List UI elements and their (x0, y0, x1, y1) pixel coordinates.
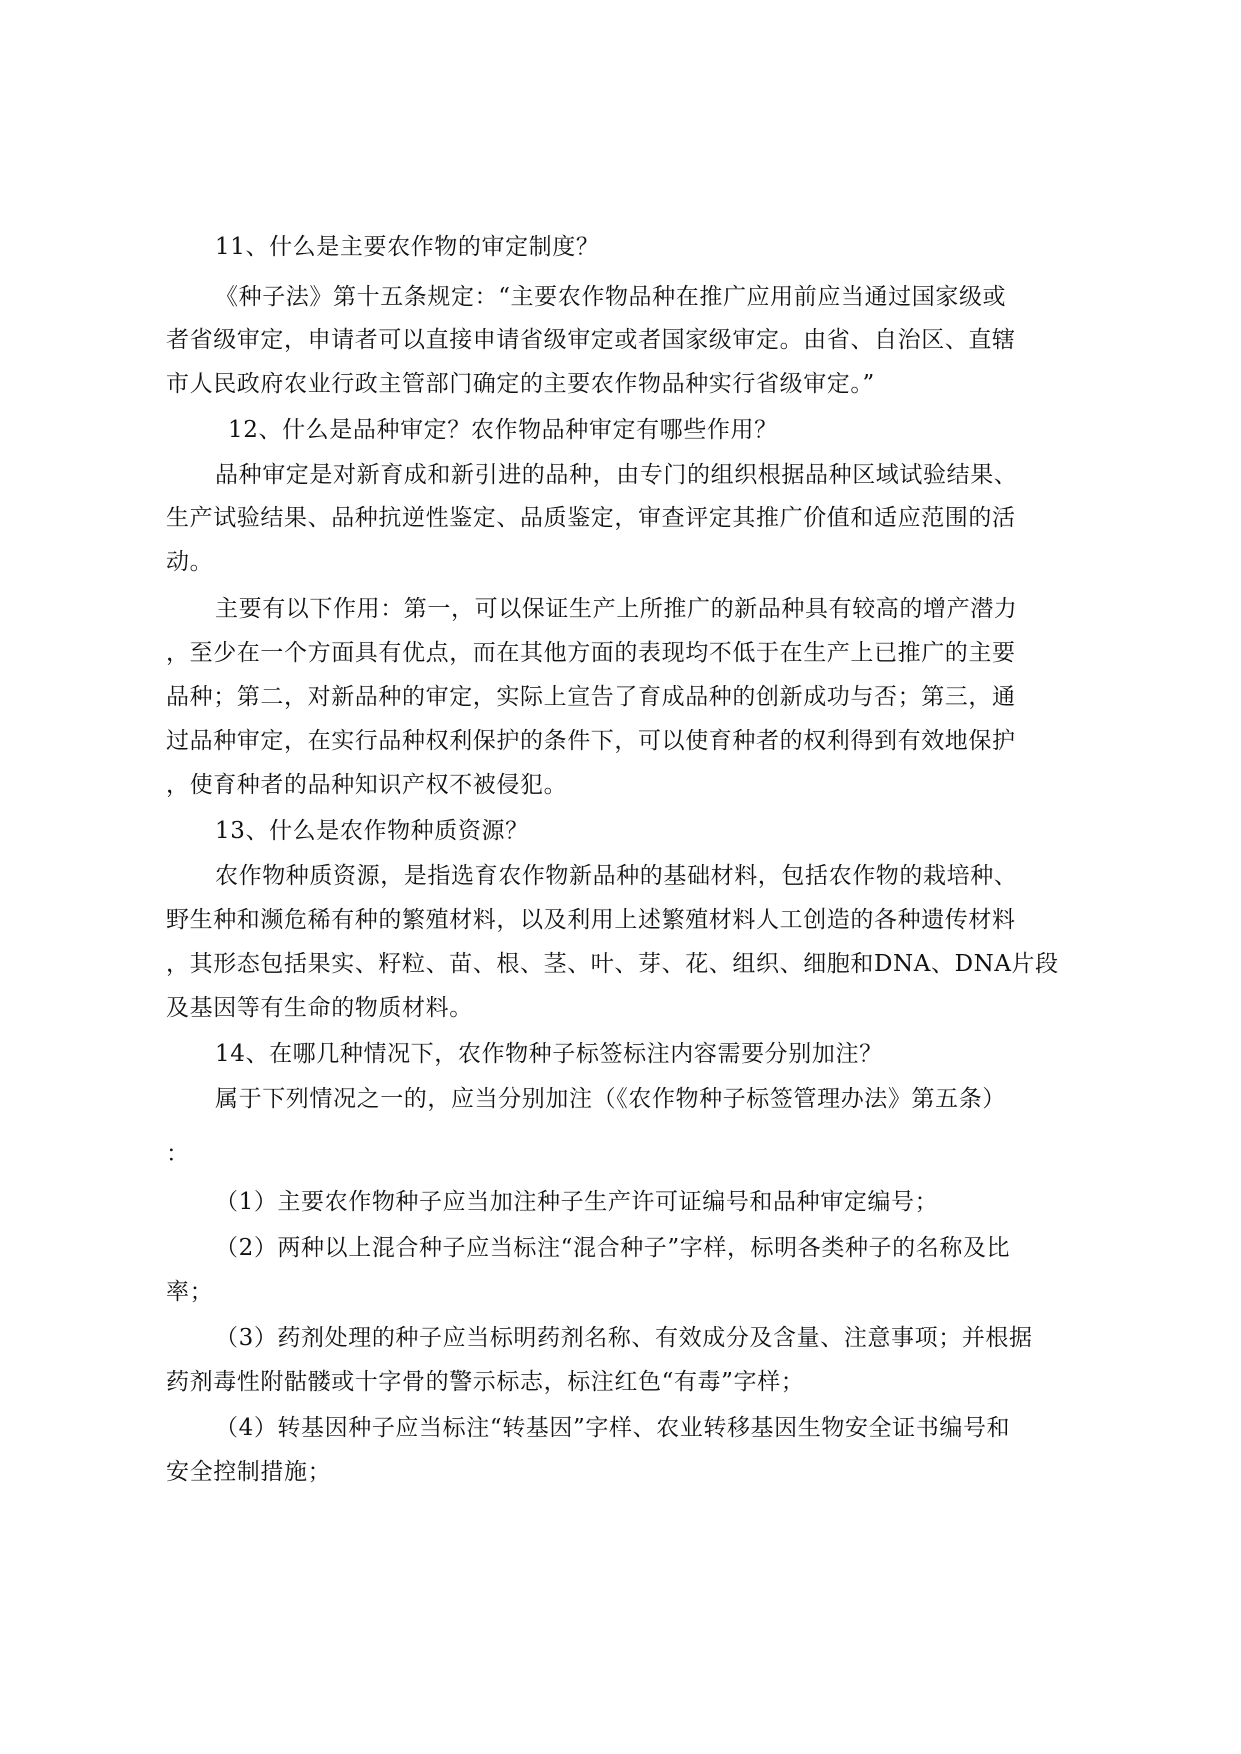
answer-14-item-1: （1）主要农作物种子应当加注种子生产许可证编号和品种审定编号； (215, 1189, 939, 1215)
answer-13-line-3: ，其形态包括果实、籽粒、苗、根、茎、叶、芽、花、组织、细胞和DNA、DNA片段 (166, 951, 1059, 977)
answer-14-item-3-line-1: （3）药剂处理的种子应当标明药剂名称、有效成分及含量、注意事项；并根据 (215, 1325, 1033, 1351)
answer-12-line-1: 品种审定是对新育成和新引进的品种，由专门的组织根据品种区域试验结果、 (215, 462, 1018, 488)
answer-13-line-1: 农作物种质资源，是指选育农作物新品种的基础材料，包括农作物的栽培种、 (215, 863, 1018, 889)
question-14-heading: 14、在哪几种情况下，农作物种子标签标注内容需要分别加注？ (215, 1041, 883, 1067)
answer-14-item-2-line-2: 率； (166, 1279, 214, 1305)
answer-11-line-2: 者省级审定，申请者可以直接申请省级审定或者国家级审定。由省、自治区、直辖 (166, 327, 1016, 353)
answer-12-line-3: 动。 (166, 549, 214, 575)
answer-13-line-4: 及基因等有生命的物质材料。 (166, 995, 473, 1021)
answer-14-item-4-line-1: （4）转基因种子应当标注“转基因”字样、农业转移基因生物安全证书编号和 (215, 1415, 1011, 1441)
answer-11-line-3: 市人民政府农业行政主管部门确定的主要农作物品种实行省级审定。” (166, 371, 875, 397)
answer-12-line-8: ，使育种者的品种知识产权不被侵犯。 (166, 772, 568, 798)
answer-14-item-4-line-2: 安全控制措施； (166, 1459, 332, 1485)
answer-12-line-2: 生产试验结果、品种抗逆性鉴定、品质鉴定，审查评定其推广价值和适应范围的活 (166, 505, 1016, 531)
answer-14-item-3-line-2: 药剂毒性附骷髅或十字骨的警示标志，标注红色“有毒”字样； (166, 1369, 805, 1395)
answer-12-line-5: ，至少在一个方面具有优点，而在其他方面的表现均不低于在生产上已推广的主要 (166, 640, 1016, 666)
answer-14-item-2-line-1: （2）两种以上混合种子应当标注“混合种子”字样，标明各类种子的名称及比 (215, 1235, 1011, 1261)
answer-11-line-1: 《种子法》第十五条规定：“主要农作物品种在推广应用前应当通过国家级或 (215, 284, 1007, 310)
answer-12-line-4: 主要有以下作用：第一，可以保证生产上所推广的新品种具有较高的增产潜力 (215, 596, 1018, 622)
question-12-heading: 12、什么是品种审定？农作物品种审定有哪些作用？ (228, 417, 778, 443)
answer-14-intro-colon: ： (166, 1141, 190, 1167)
answer-13-line-2: 野生种和濒危稀有种的繁殖材料，以及利用上述繁殖材料人工创造的各种遗传材料 (166, 907, 1016, 933)
answer-12-line-7: 过品种审定，在实行品种权利保护的条件下，可以使育种者的权利得到有效地保护 (166, 728, 1016, 754)
question-13-heading: 13、什么是农作物种质资源？ (215, 818, 529, 844)
answer-14-intro: 属于下列情况之一的，应当分别加注（《农作物种子标签管理办法》第五条） (215, 1086, 1006, 1112)
question-11-heading: 11、什么是主要农作物的审定制度？ (215, 234, 600, 260)
answer-12-line-6: 品种；第二，对新品种的审定，实际上宣告了育成品种的创新成功与否；第三，通 (166, 684, 1016, 710)
